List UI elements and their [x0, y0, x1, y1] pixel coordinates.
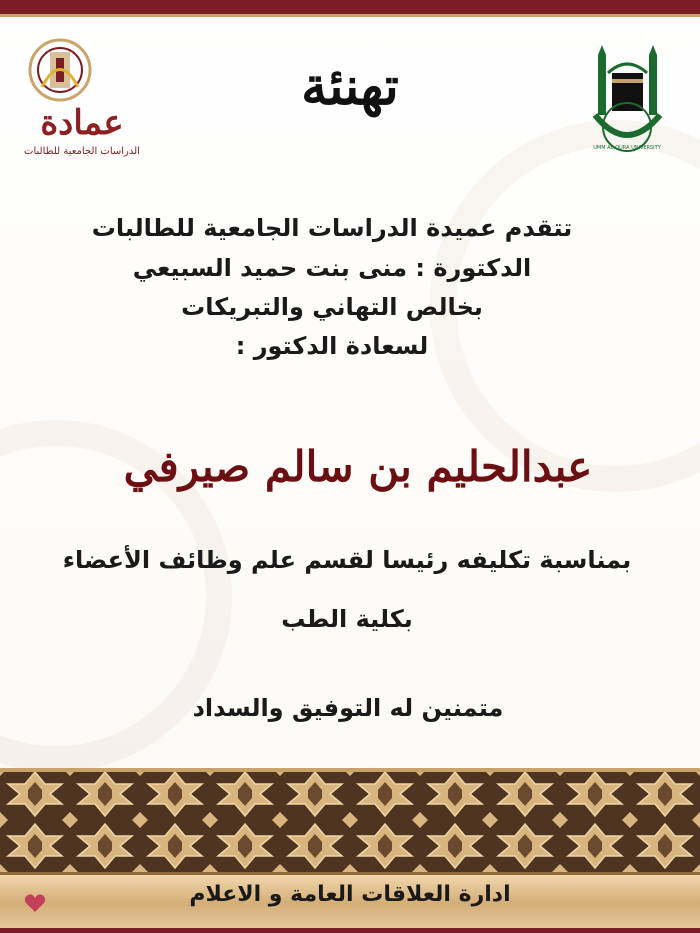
- page-title: تهنئة: [301, 56, 399, 117]
- top-border: [0, 0, 700, 14]
- logo-left-name: عمادة: [40, 103, 124, 143]
- honoree-name: عبدالحليم بن سالم صيرفي: [123, 442, 593, 491]
- footer-department: ادارة العلاقات العامة و الاعلام: [189, 882, 511, 907]
- intro-line-3: بخالص التهاني والتبريكات: [181, 293, 483, 321]
- intro-line-1: تتقدم عميدة الدراسات الجامعية للطالبات: [91, 214, 573, 242]
- occasion-line-1: بمناسبة تكليفه رئيسا لقسم علم وظائف الأعضاء: [62, 546, 632, 574]
- bottom-border: [0, 928, 700, 933]
- geometric-pattern: [0, 768, 700, 872]
- university-logo: [590, 45, 665, 155]
- logo-right-caption: UMM AL-QURA UNIVERSITY: [593, 145, 661, 151]
- occasion-line-2: بكلية الطب: [281, 605, 413, 633]
- wishes-line: متمنين له التوفيق والسداد: [192, 694, 504, 722]
- intro-line-2: الدكتورة : منى بنت حميد السبيعي: [132, 254, 532, 282]
- logo-left-caption: الدراسات الجامعية للطالبات: [24, 146, 140, 157]
- deanship-logo: [12, 32, 152, 162]
- heart-logo-icon: [22, 890, 48, 916]
- intro-line-4: لسعادة الدكتور :: [235, 332, 429, 360]
